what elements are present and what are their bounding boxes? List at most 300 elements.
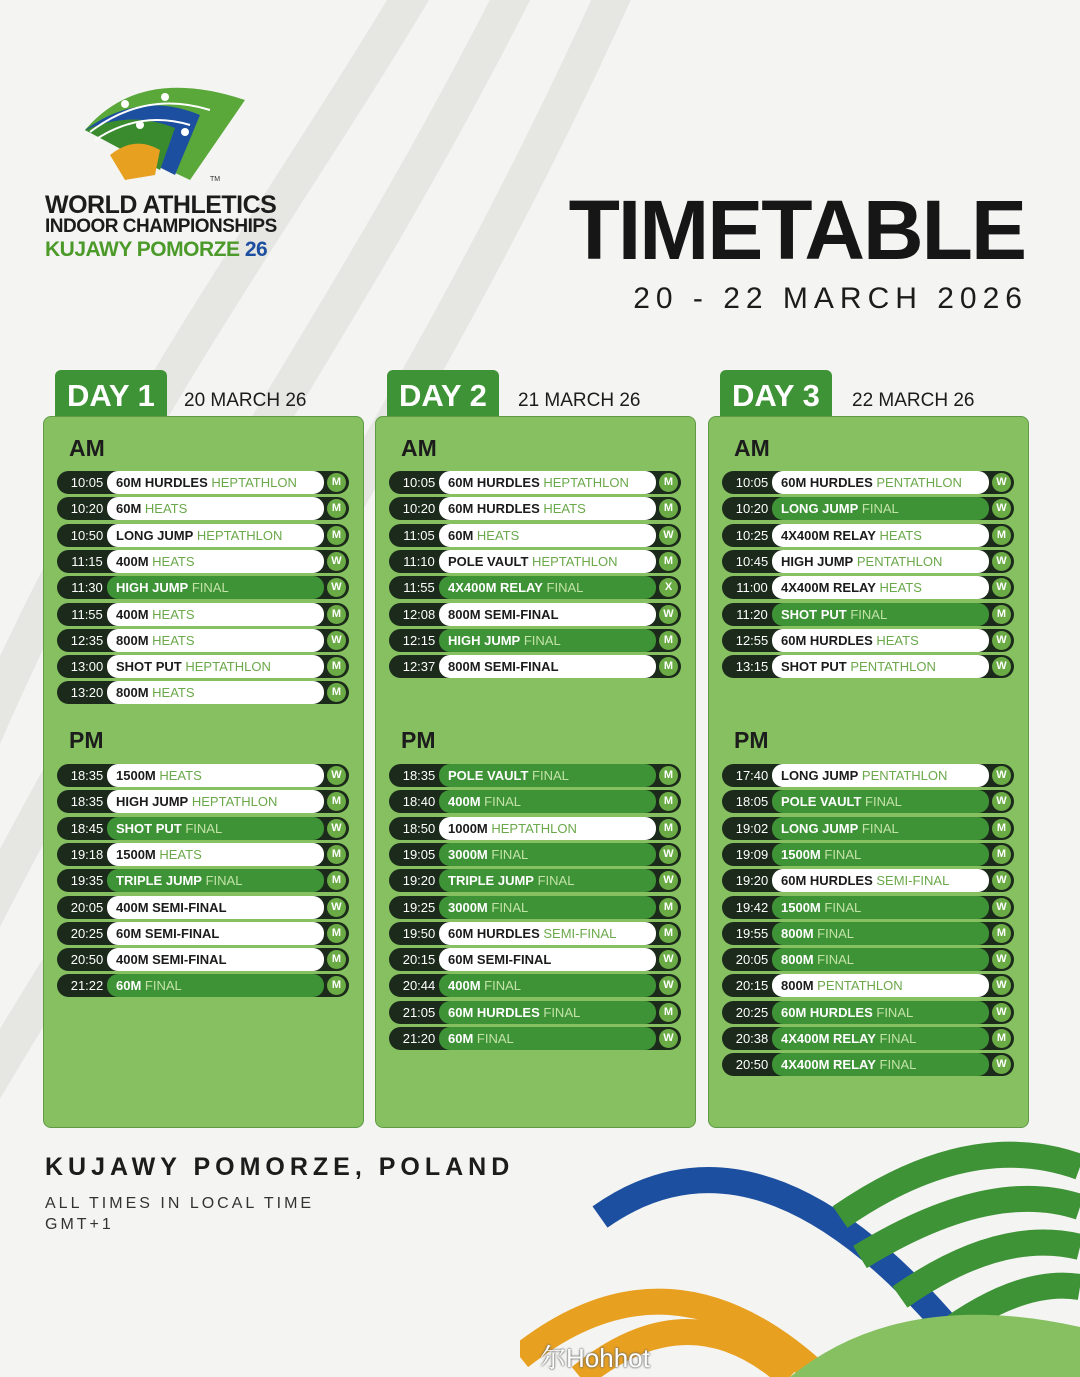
- event-discipline: 400M: [116, 553, 149, 569]
- gender-badge: M: [659, 1003, 678, 1022]
- gender-badge: W: [659, 605, 678, 624]
- event-time: 21:05: [402, 1004, 436, 1020]
- event-discipline: 60M HURDLES: [448, 925, 540, 941]
- event-name: [107, 974, 324, 997]
- gender-badge: M: [327, 683, 346, 702]
- logo-line-1: WORLD ATHLETICS: [45, 191, 277, 219]
- event-row: [722, 629, 1014, 652]
- event-row: [389, 524, 681, 547]
- day-tab: DAY 3: [720, 370, 832, 420]
- event-name: [772, 869, 989, 892]
- event-row: [57, 948, 349, 971]
- trademark-mark: TM: [210, 176, 221, 183]
- event-phase: HEPTATHLON: [185, 659, 271, 675]
- event-discipline: 400M: [448, 978, 481, 994]
- event-time: 10:05: [402, 475, 436, 490]
- event-time: 19:55: [735, 925, 769, 941]
- gender-badge: M: [659, 792, 678, 811]
- gender-badge: W: [992, 1003, 1011, 1022]
- event-row: [722, 1001, 1014, 1024]
- gender-badge: M: [659, 924, 678, 943]
- event-phase: HEATS: [152, 685, 195, 701]
- event-row: [389, 576, 681, 599]
- event-time: 18:40: [402, 794, 436, 810]
- event-row: [57, 843, 349, 866]
- event-row: [389, 764, 681, 787]
- event-name: [772, 603, 989, 626]
- event-name: [772, 1027, 989, 1050]
- page-title: TIMETABLE: [568, 183, 1025, 277]
- event-row: [389, 817, 681, 840]
- event-name: [439, 576, 656, 599]
- event-discipline: 60M SEMI-FINAL: [448, 952, 552, 968]
- date-range: 20 - 22 MARCH 2026: [633, 282, 1028, 315]
- event-time: 19:20: [402, 873, 436, 889]
- event-phase: FINAL: [824, 899, 862, 915]
- event-time: 20:50: [735, 1057, 769, 1073]
- event-discipline: 60M HURDLES: [781, 873, 873, 889]
- footer-note-line-1: ALL TIMES IN LOCAL TIME: [45, 1195, 315, 1212]
- event-time: 13:20: [70, 685, 104, 701]
- event-name: [107, 681, 324, 704]
- event-name: [107, 948, 324, 971]
- event-phase: FINAL: [537, 873, 575, 889]
- event-time: 12:35: [70, 632, 104, 648]
- event-time: 19:02: [735, 820, 769, 836]
- event-discipline: SHOT PUT: [781, 659, 847, 675]
- gender-badge: M: [327, 499, 346, 518]
- event-time: 19:05: [402, 846, 436, 862]
- gender-badge: W: [659, 871, 678, 890]
- gender-badge: W: [659, 845, 678, 864]
- event-discipline: 800M: [116, 685, 149, 701]
- event-name: [772, 764, 989, 787]
- event-discipline: 60M HURDLES: [116, 475, 208, 490]
- event-time: 12:15: [402, 632, 436, 648]
- event-time: 20:25: [735, 1004, 769, 1020]
- event-row: [722, 869, 1014, 892]
- event-discipline: 400M SEMI-FINAL: [116, 952, 227, 968]
- event-discipline: LONG JUMP: [781, 501, 859, 517]
- event-row: [389, 948, 681, 971]
- event-discipline: 800M SEMI-FINAL: [448, 606, 559, 622]
- event-discipline: 4X400M RELAY: [781, 1057, 876, 1073]
- event-time: 20:25: [70, 925, 104, 941]
- gender-badge: M: [992, 526, 1011, 545]
- event-phase: FINAL: [532, 768, 569, 783]
- event-phase: FINAL: [491, 899, 529, 915]
- gender-badge: M: [659, 473, 678, 492]
- event-discipline: SHOT PUT: [781, 606, 847, 622]
- day-date: 22 MARCH 26: [852, 390, 975, 411]
- event-row: [722, 1053, 1014, 1076]
- event-time: 11:00: [736, 580, 768, 596]
- event-discipline: 400M SEMI-FINAL: [116, 899, 227, 915]
- footer-note-line-2: GMT+1: [45, 1216, 114, 1233]
- event-row: [722, 974, 1014, 997]
- event-phase: HEATS: [144, 501, 188, 517]
- event-name: [439, 1027, 656, 1050]
- event-name: [439, 896, 656, 919]
- event-name: [107, 603, 324, 626]
- event-name: [439, 550, 656, 573]
- event-row: [389, 790, 681, 813]
- day-date: 21 MARCH 26: [518, 390, 641, 411]
- event-name: [439, 1001, 656, 1024]
- event-phase: HEATS: [876, 632, 919, 648]
- event-time: 20:15: [402, 952, 436, 968]
- event-row: [722, 817, 1014, 840]
- event-time: 21:20: [402, 1031, 436, 1046]
- event-time: 19:35: [70, 873, 104, 889]
- logo-line-2: INDOOR CHAMPIONSHIPS: [45, 216, 277, 237]
- event-time: 18:35: [70, 794, 104, 810]
- event-time: 20:50: [70, 952, 104, 968]
- event-phase: FINAL: [484, 978, 521, 994]
- event-name: [772, 948, 989, 971]
- gender-badge: W: [992, 552, 1011, 571]
- event-time: 20:05: [70, 899, 104, 915]
- logo-year-number: 26: [244, 238, 268, 261]
- event-time: 10:45: [735, 553, 769, 569]
- day-tab: DAY 2: [387, 370, 499, 420]
- event-name: [107, 843, 324, 866]
- footer-time-note: [45, 1193, 314, 1235]
- event-phase: FINAL: [850, 606, 888, 622]
- event-discipline: 60M HURDLES: [781, 1004, 873, 1020]
- event-name: [439, 603, 656, 626]
- event-row: [57, 764, 349, 787]
- event-row: [722, 655, 1014, 678]
- event-name: [107, 629, 324, 652]
- event-row: [722, 896, 1014, 919]
- event-name: [107, 817, 324, 840]
- day-tab: DAY 1: [55, 370, 167, 420]
- am-label: AM: [69, 435, 105, 461]
- gender-badge: M: [327, 473, 346, 492]
- event-name: [772, 524, 989, 547]
- event-discipline: 60M HURDLES: [781, 632, 873, 648]
- event-time: 19:42: [735, 899, 769, 915]
- event-time: 18:35: [70, 768, 104, 783]
- event-row: [57, 629, 349, 652]
- event-time: 10:20: [735, 501, 769, 517]
- event-name: [439, 843, 656, 866]
- event-name: [439, 974, 656, 997]
- event-discipline: HIGH JUMP: [448, 632, 521, 648]
- gender-badge: M: [659, 631, 678, 650]
- event-phase: FINAL: [144, 978, 182, 994]
- event-name: [439, 948, 656, 971]
- event-name: [107, 655, 324, 678]
- logo-wordmark: [45, 191, 277, 262]
- event-row: [57, 603, 349, 626]
- footer-location: KUJAWY POMORZE, POLAND: [45, 1153, 515, 1181]
- event-row: [57, 869, 349, 892]
- event-row: [57, 655, 349, 678]
- event-name: [439, 869, 656, 892]
- event-row: [389, 1001, 681, 1024]
- event-discipline: 400M: [116, 606, 149, 622]
- event-time: 20:15: [735, 978, 769, 994]
- event-discipline: SHOT PUT: [116, 659, 182, 675]
- event-time: 12:08: [402, 606, 436, 622]
- event-phase: FINAL: [817, 952, 854, 968]
- event-discipline: 3000M: [448, 846, 488, 862]
- gender-badge: M: [659, 552, 678, 571]
- event-phase: HEPTATHLON: [196, 527, 283, 543]
- gender-badge: M: [327, 526, 346, 545]
- gender-badge: M: [992, 819, 1011, 838]
- gender-badge: M: [327, 845, 346, 864]
- event-row: [722, 948, 1014, 971]
- am-label: AM: [401, 435, 437, 461]
- event-name: [439, 629, 656, 652]
- event-row: [389, 471, 681, 494]
- gender-badge: W: [327, 819, 346, 838]
- event-discipline: 60M HURDLES: [448, 475, 540, 490]
- event-discipline: 4X400M RELAY: [781, 1031, 876, 1046]
- gender-badge: W: [659, 976, 678, 995]
- event-time: 10:25: [735, 527, 769, 543]
- event-discipline: 1500M: [116, 846, 156, 862]
- event-phase: HEATS: [476, 527, 520, 543]
- event-row: [389, 1027, 681, 1050]
- event-discipline: 60M: [448, 527, 474, 543]
- event-name: [772, 790, 989, 813]
- event-row: [57, 471, 349, 494]
- event-discipline: 800M: [116, 632, 149, 648]
- day-panel: [43, 416, 364, 1128]
- pm-label: PM: [401, 727, 436, 753]
- event-phase: FINAL: [865, 794, 902, 810]
- event-discipline: HIGH JUMP: [116, 794, 189, 810]
- event-phase: FINAL: [191, 580, 229, 596]
- gender-badge: M: [327, 950, 346, 969]
- event-phase: FINAL: [476, 1031, 514, 1046]
- event-time: 10:05: [70, 475, 104, 490]
- event-time: 18:50: [402, 820, 436, 836]
- event-discipline: 4X400M RELAY: [781, 580, 876, 596]
- event-row: [722, 471, 1014, 494]
- event-row: [389, 603, 681, 626]
- event-time: 11:05: [403, 527, 435, 543]
- event-name: [772, 550, 989, 573]
- event-discipline: 800M: [781, 925, 814, 941]
- event-name: [439, 790, 656, 813]
- event-time: 13:15: [735, 659, 769, 675]
- gender-badge: M: [327, 924, 346, 943]
- event-phase: FINAL: [491, 846, 529, 862]
- event-name: [439, 497, 656, 520]
- event-phase: FINAL: [879, 1057, 917, 1073]
- event-discipline: TRIPLE JUMP: [116, 873, 202, 889]
- gender-badge: W: [992, 871, 1011, 890]
- event-row: [722, 922, 1014, 945]
- event-row: [389, 655, 681, 678]
- event-time: 11:55: [403, 580, 435, 596]
- event-row: [57, 524, 349, 547]
- event-time: 10:20: [70, 501, 104, 517]
- event-phase: FINAL: [185, 820, 223, 836]
- event-discipline: HIGH JUMP: [781, 553, 854, 569]
- event-name: [107, 764, 324, 787]
- event-row: [57, 550, 349, 573]
- event-time: 10:50: [70, 527, 104, 543]
- event-row: [389, 497, 681, 520]
- gender-badge: W: [659, 526, 678, 545]
- gender-badge: M: [659, 898, 678, 917]
- event-time: 13:00: [70, 659, 104, 675]
- event-row: [389, 843, 681, 866]
- gender-badge: W: [327, 578, 346, 597]
- gender-badge: W: [327, 552, 346, 571]
- event-time: 20:38: [735, 1031, 769, 1046]
- event-discipline: HIGH JUMP: [116, 580, 189, 596]
- event-phase: PENTATHLON: [817, 978, 903, 994]
- event-row: [722, 497, 1014, 520]
- gender-badge: W: [659, 950, 678, 969]
- gender-badge: W: [992, 950, 1011, 969]
- event-row: [57, 576, 349, 599]
- event-row: [722, 576, 1014, 599]
- event-phase: PENTATHLON: [850, 659, 936, 675]
- event-name: [107, 790, 324, 813]
- gender-badge: M: [992, 605, 1011, 624]
- event-name: [439, 655, 656, 678]
- gender-badge: W: [992, 657, 1011, 676]
- event-name: [439, 922, 656, 945]
- event-name: [772, 576, 989, 599]
- event-phase: FINAL: [861, 820, 899, 836]
- event-name: [772, 655, 989, 678]
- event-discipline: 60M HURDLES: [781, 475, 873, 490]
- gender-badge: M: [327, 976, 346, 995]
- event-phase: HEPTATHLON: [191, 794, 278, 810]
- event-time: 18:45: [70, 820, 104, 836]
- event-discipline: 4X400M RELAY: [448, 580, 543, 596]
- event-row: [722, 524, 1014, 547]
- gender-badge: W: [659, 1029, 678, 1048]
- event-phase: PENTATHLON: [856, 553, 943, 569]
- event-discipline: 1500M: [116, 768, 156, 783]
- event-discipline: TRIPLE JUMP: [448, 873, 534, 889]
- event-name: [772, 629, 989, 652]
- event-row: [389, 869, 681, 892]
- event-phase: HEATS: [543, 501, 586, 517]
- gender-badge: W: [992, 766, 1011, 785]
- gender-badge: M: [327, 657, 346, 676]
- event-name: [107, 576, 324, 599]
- event-discipline: 60M HURDLES: [448, 501, 540, 517]
- event-row: [389, 922, 681, 945]
- event-discipline: 60M HURDLES: [448, 1004, 540, 1020]
- event-discipline: 800M: [781, 952, 814, 968]
- event-phase: FINAL: [861, 501, 899, 517]
- day-panel: [375, 416, 696, 1128]
- gender-badge: W: [327, 766, 346, 785]
- event-name: [439, 524, 656, 547]
- event-name: [107, 550, 324, 573]
- event-discipline: 60M: [116, 978, 142, 994]
- logo-emblem: [80, 70, 250, 185]
- event-row: [722, 603, 1014, 626]
- event-discipline: LONG JUMP: [781, 820, 859, 836]
- event-name: [772, 1001, 989, 1024]
- event-row: [57, 896, 349, 919]
- gender-badge: M: [659, 657, 678, 676]
- event-discipline: 800M SEMI-FINAL: [448, 659, 559, 675]
- event-phase: FINAL: [817, 925, 854, 941]
- event-row: [57, 790, 349, 813]
- event-time: 19:25: [402, 899, 436, 915]
- gender-badge: M: [659, 499, 678, 518]
- day-date: 20 MARCH 26: [184, 390, 307, 411]
- event-phase: SEMI-FINAL: [543, 925, 617, 941]
- event-phase: HEPTATHLON: [211, 475, 297, 490]
- event-discipline: 1000M: [448, 820, 488, 836]
- event-discipline: 1500M: [781, 899, 821, 915]
- event-phase: PENTATHLON: [876, 475, 962, 490]
- event-name: [772, 497, 989, 520]
- event-row: [722, 790, 1014, 813]
- event-time: 20:44: [402, 978, 436, 994]
- event-discipline: 1500M: [781, 846, 821, 862]
- event-phase: HEATS: [159, 846, 202, 862]
- gender-badge: W: [992, 499, 1011, 518]
- event-time: 11:30: [71, 580, 103, 596]
- event-time: 11:55: [71, 606, 103, 622]
- event-time: 20:05: [735, 952, 769, 968]
- event-discipline: 60M SEMI-FINAL: [116, 925, 220, 941]
- gender-badge: W: [327, 898, 346, 917]
- gender-badge: W: [992, 792, 1011, 811]
- event-time: 17:40: [735, 768, 769, 783]
- event-name: [772, 974, 989, 997]
- event-name: [107, 524, 324, 547]
- event-phase: PENTATHLON: [861, 768, 948, 783]
- event-phase: FINAL: [876, 1004, 914, 1020]
- gender-badge: M: [327, 792, 346, 811]
- event-phase: FINAL: [543, 1004, 581, 1020]
- event-discipline: POLE VAULT: [781, 794, 862, 810]
- event-time: 18:35: [402, 768, 436, 783]
- event-discipline: POLE VAULT: [448, 768, 529, 783]
- event-time: 21:22: [70, 978, 104, 994]
- event-phase: HEATS: [879, 580, 922, 596]
- pm-label: PM: [69, 727, 104, 753]
- event-row: [57, 681, 349, 704]
- event-phase: HEATS: [152, 553, 195, 569]
- event-row: [722, 1027, 1014, 1050]
- event-time: 19:20: [735, 873, 769, 889]
- event-time: 18:05: [735, 794, 769, 810]
- event-time: 19:09: [735, 846, 769, 862]
- event-discipline: LONG JUMP: [781, 768, 859, 783]
- event-row: [389, 974, 681, 997]
- gender-badge: M: [992, 845, 1011, 864]
- event-name: [107, 497, 324, 520]
- event-discipline: 60M: [116, 501, 142, 517]
- event-row: [57, 497, 349, 520]
- event-row: [722, 550, 1014, 573]
- event-phase: HEATS: [159, 768, 202, 783]
- event-phase: FINAL: [523, 632, 561, 648]
- gender-badge: X: [659, 578, 678, 597]
- event-name: [107, 896, 324, 919]
- event-phase: HEATS: [152, 606, 195, 622]
- event-discipline: POLE VAULT: [448, 553, 529, 569]
